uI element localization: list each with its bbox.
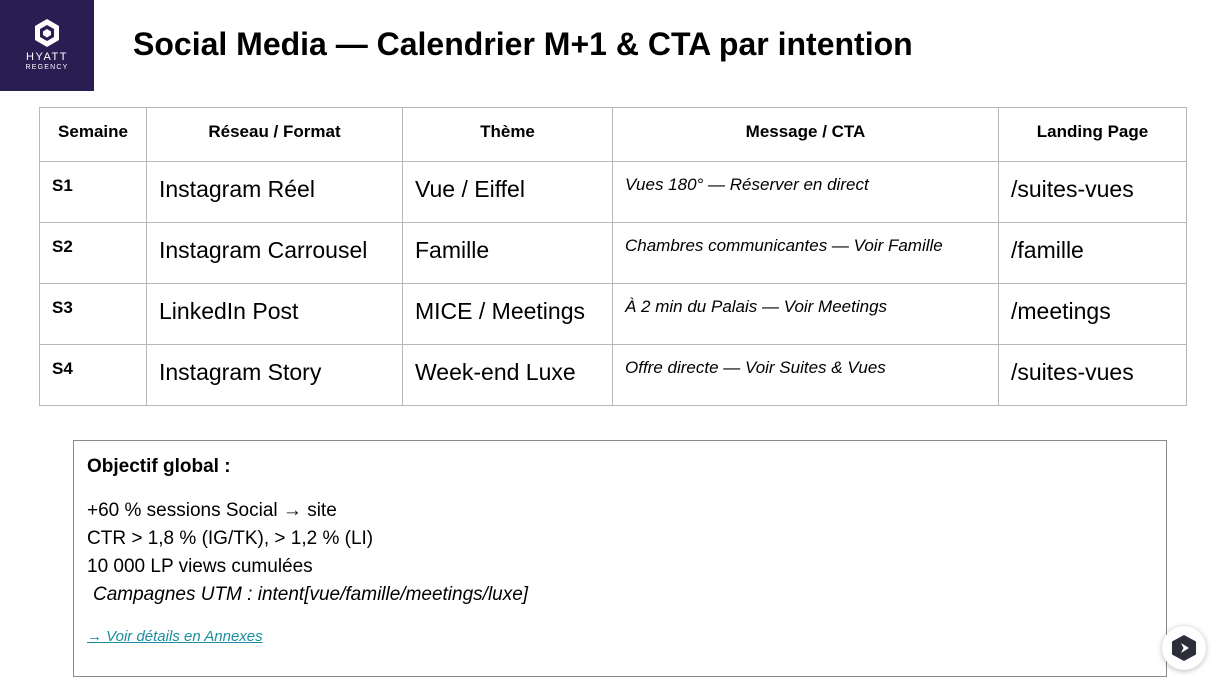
- cell-landing: /famille: [999, 223, 1187, 284]
- table-header-row: [40, 108, 1187, 162]
- table-row: [40, 345, 1187, 406]
- logo-brand-text: HYATT: [26, 51, 68, 63]
- cell-message: Offre directe — Voir Suites & Vues: [613, 345, 999, 406]
- cell-week: S3: [40, 284, 147, 345]
- logo-sub-text: REGENCY: [25, 64, 69, 71]
- table-row: [40, 284, 1187, 345]
- cell-theme: Week-end Luxe: [403, 345, 613, 406]
- objective-title: Objectif global :: [87, 456, 231, 477]
- objective-line-lp-views: 10 000 LP views cumulées: [87, 556, 313, 577]
- cell-message: Vues 180° — Réserver en direct: [613, 162, 999, 223]
- cell-message: À 2 min du Palais — Voir Meetings: [613, 284, 999, 345]
- header-theme: Thème: [403, 108, 613, 162]
- annex-details-link[interactable]: → Voir détails en Annexes: [87, 628, 263, 645]
- cell-landing: /meetings: [999, 284, 1187, 345]
- hyatt-logo-icon: [33, 18, 61, 48]
- cell-week: S2: [40, 223, 147, 284]
- header-week: Semaine: [40, 108, 147, 162]
- social-calendar-table: [39, 107, 1187, 406]
- cell-network: Instagram Réel: [147, 162, 403, 223]
- table-row: [40, 223, 1187, 284]
- cell-network: Instagram Carrousel: [147, 223, 403, 284]
- table-row: [40, 162, 1187, 223]
- cell-landing: /suites-vues: [999, 162, 1187, 223]
- cell-week: S1: [40, 162, 147, 223]
- header-landing-page: Landing Page: [999, 108, 1187, 162]
- cell-landing: /suites-vues: [999, 345, 1187, 406]
- header-network-format: Réseau / Format: [147, 108, 403, 162]
- cell-theme: Famille: [403, 223, 613, 284]
- objective-box: [73, 440, 1167, 677]
- objective-line-ctr: CTR > 1,8 % (IG/TK), > 1,2 % (LI): [87, 528, 374, 549]
- header-message-cta: Message / CTA: [613, 108, 999, 162]
- cell-message: Chambres communicantes — Voir Famille: [613, 223, 999, 284]
- assistant-icon: [1171, 634, 1197, 662]
- objective-utm-line: Campagnes UTM : intent[vue/famille/meetings/luxe]: [93, 584, 529, 605]
- objective-line-sessions: +60 % sessions Social → site: [87, 500, 337, 521]
- cell-theme: Vue / Eiffel: [403, 162, 613, 223]
- cell-network: LinkedIn Post: [147, 284, 403, 345]
- page-title: Social Media — Calendrier M+1 & CTA par intention: [133, 26, 913, 62]
- cell-network: Instagram Story: [147, 345, 403, 406]
- cell-week: S4: [40, 345, 147, 406]
- cell-theme: MICE / Meetings: [403, 284, 613, 345]
- assistant-button[interactable]: [1162, 626, 1206, 670]
- hyatt-regency-logo: [0, 0, 94, 91]
